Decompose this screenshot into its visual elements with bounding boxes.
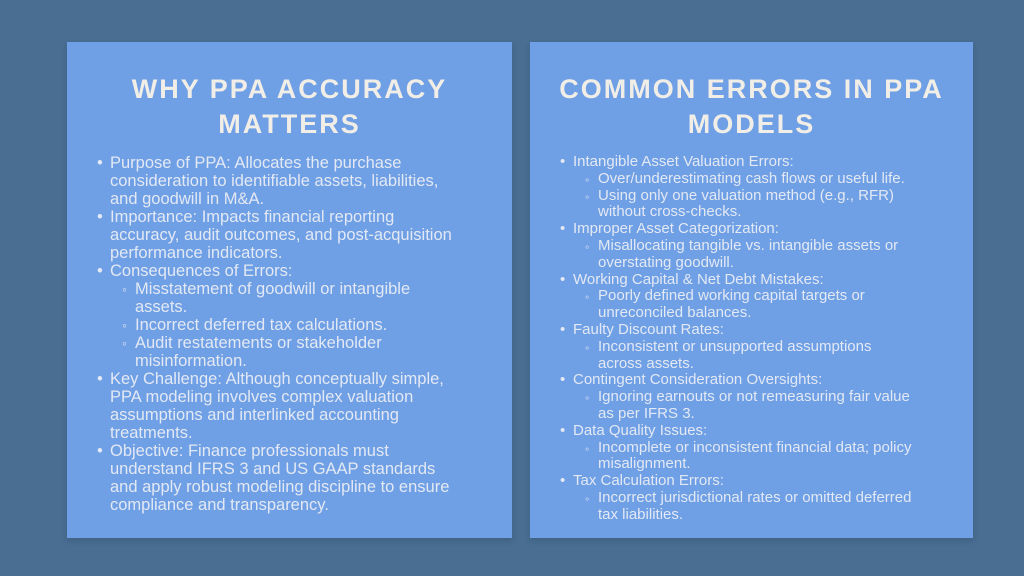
sub-bullet-item bbox=[122, 280, 466, 316]
bullet-circle-icon: ◦ bbox=[585, 189, 590, 204]
sub-bullet-item bbox=[585, 490, 916, 524]
bullet-text: Improper Asset Categorization: bbox=[573, 220, 779, 238]
sub-bullet-item bbox=[585, 389, 916, 423]
bullet-dot-icon: • bbox=[97, 442, 103, 460]
sub-bullet-item bbox=[585, 339, 916, 373]
bullet-text: Audit restatements or stakeholder misinformation. bbox=[135, 334, 382, 370]
bullet-item bbox=[97, 262, 466, 280]
bullet-text: Poorly defined working capital targets or unreconciled balances. bbox=[598, 287, 865, 322]
bullet-text: Over/underestimating cash flows or useful life. bbox=[598, 169, 905, 187]
sub-bullet-item bbox=[585, 188, 916, 222]
panel-why-ppa-accuracy-matters bbox=[67, 42, 512, 538]
bullet-item bbox=[560, 372, 916, 389]
bullet-text: Intangible Asset Valuation Errors: bbox=[573, 153, 794, 170]
bullet-circle-icon: ◦ bbox=[122, 336, 127, 351]
bullet-text: Incorrect deferred tax calculations. bbox=[135, 316, 388, 334]
bullet-item bbox=[97, 442, 466, 514]
bullet-text: Key Challenge: Although conceptually simple, PPA modeling involves complex valuation assumptions and interlinked accounting treatments. bbox=[110, 370, 444, 442]
bullet-dot-icon: • bbox=[560, 371, 566, 389]
bullet-text: Tax Calculation Errors: bbox=[573, 472, 724, 490]
bullet-item bbox=[97, 154, 466, 208]
bullet-dot-icon: • bbox=[97, 262, 103, 280]
bullet-dot-icon: • bbox=[560, 270, 566, 288]
bullet-circle-icon: ◦ bbox=[122, 318, 127, 333]
bullet-item bbox=[560, 473, 916, 490]
bullet-item bbox=[560, 154, 916, 171]
bullet-text: Contingent Consideration Oversights: bbox=[573, 371, 823, 389]
bullet-text: Misstatement of goodwill or intangible assets. bbox=[135, 280, 411, 316]
bullet-list bbox=[97, 154, 466, 514]
bullet-text: Consequences of Errors: bbox=[110, 262, 293, 280]
bullet-list bbox=[560, 154, 916, 524]
bullet-item bbox=[560, 322, 916, 339]
sub-bullet-item bbox=[122, 316, 466, 334]
bullet-text: Purpose of PPA: Allocates the purchase consideration to identifiable assets, liabilities, and goodwill in M&A. bbox=[110, 154, 439, 208]
bullet-dot-icon: • bbox=[560, 153, 566, 170]
bullet-circle-icon: ◦ bbox=[122, 282, 127, 297]
bullet-circle-icon: ◦ bbox=[585, 491, 590, 506]
bullet-dot-icon: • bbox=[97, 208, 103, 226]
sub-bullet-item bbox=[585, 288, 916, 322]
bullet-text: Working Capital & Net Debt Mistakes: bbox=[573, 270, 824, 288]
bullet-text: Importance: Impacts financial reporting accuracy, audit outcomes, and post-acquisition performance indicators. bbox=[110, 208, 452, 262]
bullet-item bbox=[560, 272, 916, 289]
bullet-circle-icon: ◦ bbox=[585, 239, 590, 254]
panel-title: WHY PPA ACCURACY MATTERS bbox=[131, 74, 448, 139]
bullet-dot-icon: • bbox=[560, 320, 566, 338]
sub-bullet-item bbox=[585, 238, 916, 272]
bullet-dot-icon: • bbox=[97, 370, 103, 388]
bullet-item bbox=[560, 423, 916, 440]
bullet-item bbox=[560, 221, 916, 238]
bullet-text: Ignoring earnouts or not remeasuring fair value as per IFRS 3. bbox=[598, 388, 910, 422]
bullet-circle-icon: ◦ bbox=[585, 172, 590, 187]
bullet-text: Misallocating tangible vs. intangible assets or overstating goodwill. bbox=[598, 236, 899, 271]
bullet-circle-icon: ◦ bbox=[585, 441, 590, 456]
sub-bullet-item bbox=[122, 334, 466, 370]
sub-bullet-item bbox=[585, 171, 916, 188]
bullet-text: Data Quality Issues: bbox=[573, 421, 708, 439]
panel-common-errors-in-ppa-models bbox=[530, 42, 973, 538]
bullet-text: Inconsistent or unsupported assumptions across assets. bbox=[598, 337, 872, 372]
bullet-dot-icon: • bbox=[560, 472, 566, 490]
bullet-circle-icon: ◦ bbox=[585, 391, 590, 406]
bullet-text: Objective: Finance professionals must understand IFRS 3 and US GAAP standards and apply robust modeling discipline to ensure compliance and transparency. bbox=[110, 442, 450, 514]
panel-title: COMMON ERRORS IN PPA MODELS bbox=[559, 74, 944, 139]
bullet-dot-icon: • bbox=[97, 154, 103, 172]
sub-bullet-item bbox=[585, 440, 916, 474]
bullet-circle-icon: ◦ bbox=[585, 340, 590, 355]
bullet-circle-icon: ◦ bbox=[585, 290, 590, 305]
bullet-text: Incorrect jurisdictional rates or omitted deferred tax liabilities. bbox=[598, 488, 912, 523]
bullet-text: Faulty Discount Rates: bbox=[573, 320, 724, 338]
bullet-item bbox=[97, 370, 466, 442]
bullet-dot-icon: • bbox=[560, 220, 566, 238]
bullet-dot-icon: • bbox=[560, 421, 566, 439]
bullet-text: Using only one valuation method (e.g., RFR) without cross-checks. bbox=[598, 186, 894, 221]
bullet-text: Incomplete or inconsistent financial data; policy misalignment. bbox=[598, 438, 912, 473]
bullet-item bbox=[97, 208, 466, 262]
